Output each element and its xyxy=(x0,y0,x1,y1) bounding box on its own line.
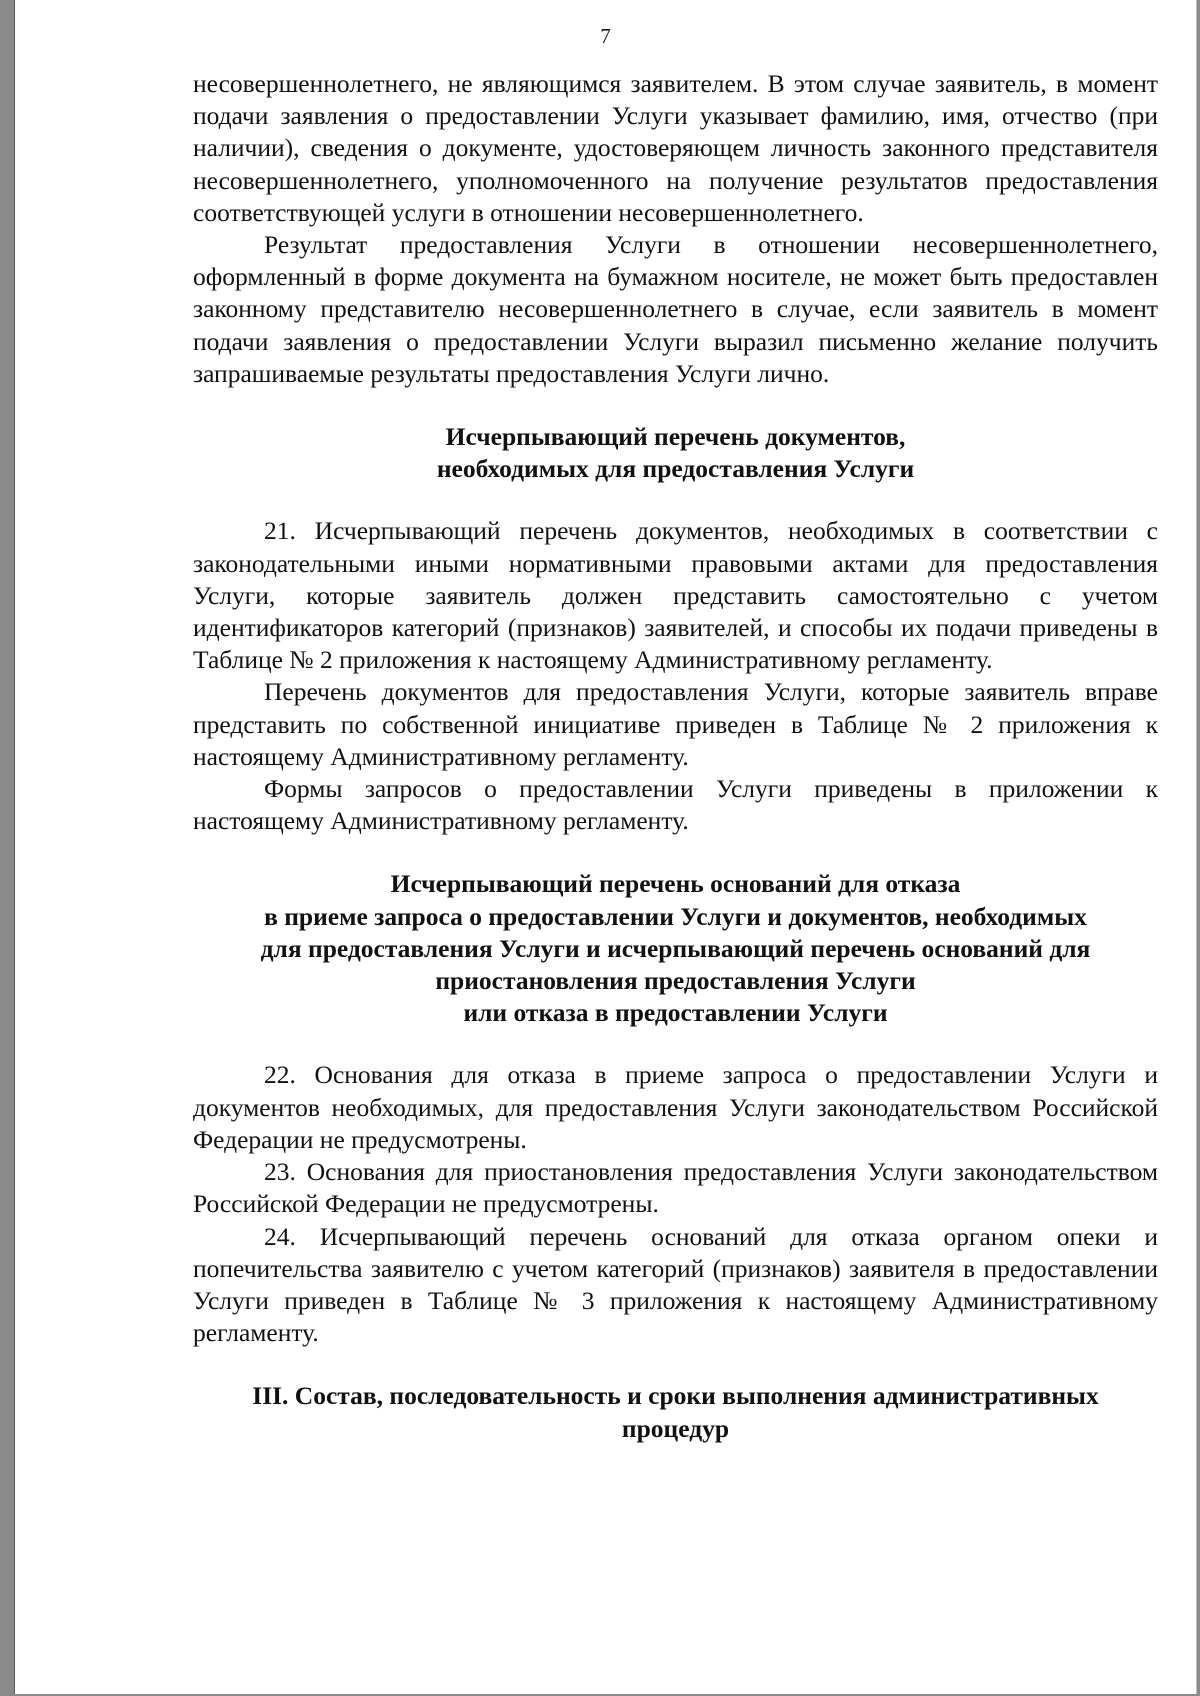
heading-refusal-line-3: для предоставления Услуги и исчерпывающий перечень оснований для xyxy=(260,933,1091,963)
heading-refusal-line-2: в приеме запроса о предоставлении Услуги и документов, необходимых xyxy=(264,901,1087,931)
spacer xyxy=(193,1349,1158,1380)
spacer xyxy=(193,485,1158,515)
paragraph-request-forms: Формы запросов о предоставлении Услуги приведены в приложении к настоящему Административному регламенту. xyxy=(193,774,1158,836)
paragraph-result-delivery: Результат предоставления Услуги в отношении несовершеннолетнего, оформленный в форме документа на бумажном носителе, не может быть предоставлен законному представителю несовершеннолетнего в случае, если заявитель в момент подачи заявления о предоставлении Услуги выразил письменно желание получить запрашиваемые результаты предоставления Услуги лично. xyxy=(193,230,1158,388)
spacer xyxy=(193,837,1158,868)
spacer xyxy=(193,390,1158,421)
paragraph-23: 23. Основания для приостановления предоставления Услуги законодательством Российской Федерации не предусмотрены. xyxy=(193,1157,1158,1219)
heading-refusal-grounds xyxy=(193,868,1158,1029)
heading-section3-line-1: III. Состав, последовательность и сроки выполнения административных xyxy=(252,1381,1099,1411)
heading-section3-line-2: процедур xyxy=(621,1413,730,1443)
heading-documents-line-1: Исчерпывающий перечень документов, xyxy=(445,422,906,452)
paragraph-21: 21. Исчерпывающий перечень документов, необходимых в соответствии с законодательными иными нормативными правовыми актами для предоставления Услуги, которые заявитель должен представить самостоятельно с учетом идентификаторов категорий (признаков) заявителей, и способы их подачи приведены в Таблице № 2 приложения к настоящему Административному регламенту. xyxy=(193,516,1158,675)
document-page xyxy=(14,0,1197,1694)
paragraph-optional-documents: Перечень документов для предоставления Услуги, которые заявитель вправе представить по собственной инициативе приведен в Таблице № 2 приложения к настоящему Административному регламенту. xyxy=(193,677,1158,771)
page-number: 7 xyxy=(600,24,611,48)
heading-refusal-line-4: приостановления предоставления Услуги xyxy=(435,966,916,996)
heading-section-3 xyxy=(187,1380,1164,1444)
heading-refusal-line-1: Исчерпывающий перечень оснований для отказа xyxy=(390,869,961,899)
paragraph-continuation: несовершеннолетнего, не являющимся заявителем. В этом случае заявитель, в момент подачи заявления о предоставлении Услуги указывает фамилию, имя, отчество (при наличии), сведения о документе, удостоверяющем личность законного представителя несовершеннолетнего, уполномоченного на получение результатов предоставления соответствующей услуги в отношении несовершеннолетнего. xyxy=(193,69,1158,227)
heading-refusal-line-5: или отказа в предоставлении Услуги xyxy=(463,998,888,1028)
paragraph-22: 22. Основания для отказа в приеме запроса о предоставлении Услуги и документов необходимых, для предоставления Услуги законодательством Российской Федерации не предусмотрены. xyxy=(193,1060,1158,1154)
heading-documents-list xyxy=(193,421,1158,485)
paragraph-24: 24. Исчерпывающий перечень оснований для отказа органом опеки и попечительства заявителю с учетом категорий (признаков) заявителя в предоставлении Услуги приведен в Таблице № 3 приложения к настоящему Административному регламенту. xyxy=(193,1221,1158,1348)
heading-documents-line-2: необходимых для предоставления Услуги xyxy=(436,454,915,484)
page-content xyxy=(193,68,1158,1445)
spacer xyxy=(193,1029,1158,1059)
